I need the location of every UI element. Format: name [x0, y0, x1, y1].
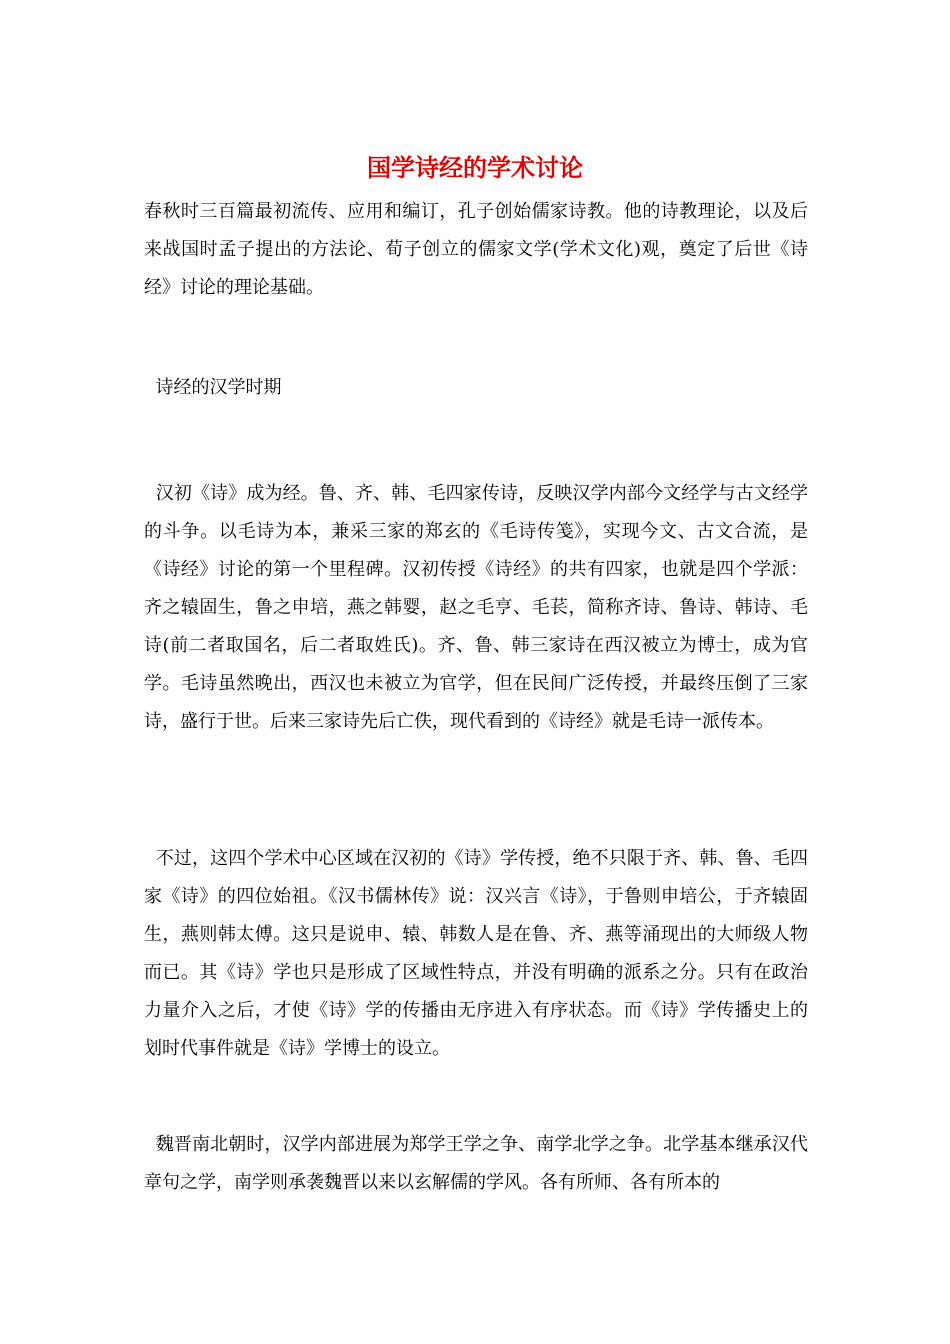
- paragraph-four-schools: 不过，这四个学术中心区域在汉初的《诗》学传授，绝不只限于齐、韩、鲁、毛四家《诗》的四位始祖。《汉书儒林传》说：汉兴言《诗》，于鲁则申培公，于齐辕固生，燕则韩太傅。这只是说申、辕、韩数人是在鲁、齐、燕等涌现出的大师级人物而已。其《诗》学也只是形成了区域性特点，并没有明确的派系之分。只有在政治力量介入之后，才使《诗》学的传播由无序进入有序状态。而《诗》学传播史上的划时代事件就是《诗》学博士的设立。: [144, 848, 809, 1059]
- paragraph-wei-jin: 魏晋南北朝时，汉学内部进展为郑学王学之争、南学北学之争。北学基本继承汉代章句之学，南学则承袭魏晋以来以玄解儒的学风。各有所师、各有所本的: [144, 1134, 809, 1193]
- section-heading-han-period: 诗经的汉学时期: [144, 377, 282, 398]
- document-title: 国学诗经的学术讨论: [367, 153, 583, 182]
- paragraph-intro: 春秋时三百篇最初流传、应用和编订，孔子创始儒家诗教。他的诗教理论，以及后来战国时孟子提出的方法论、荀子创立的儒家文学(学术文化)观，奠定了后世《诗经》讨论的理论基础。: [144, 201, 808, 298]
- paragraph-han-dynasty: 汉初《诗》成为经。鲁、齐、韩、毛四家传诗，反映汉学内部今文经学与古文经学的斗争。以毛诗为本，兼采三家的郑玄的《毛诗传笺》，实现今文、古文合流，是《诗经》讨论的第一个里程碑。汉初传授《诗经》的共有四家，也就是四个学派：齐之辕固生，鲁之申培，燕之韩婴，赵之毛亨、毛苌，简称齐诗、鲁诗、韩诗、毛诗(前二者取国名，后二者取姓氏)。齐、鲁、韩三家诗在西汉被立为博士，成为官学。毛诗虽然晚出，西汉也未被立为官学，但在民间广泛传授，并最终压倒了三家诗，盛行于世。后来三家诗先后亡佚，现代看到的《诗经》就是毛诗一派传本。: [144, 483, 809, 732]
